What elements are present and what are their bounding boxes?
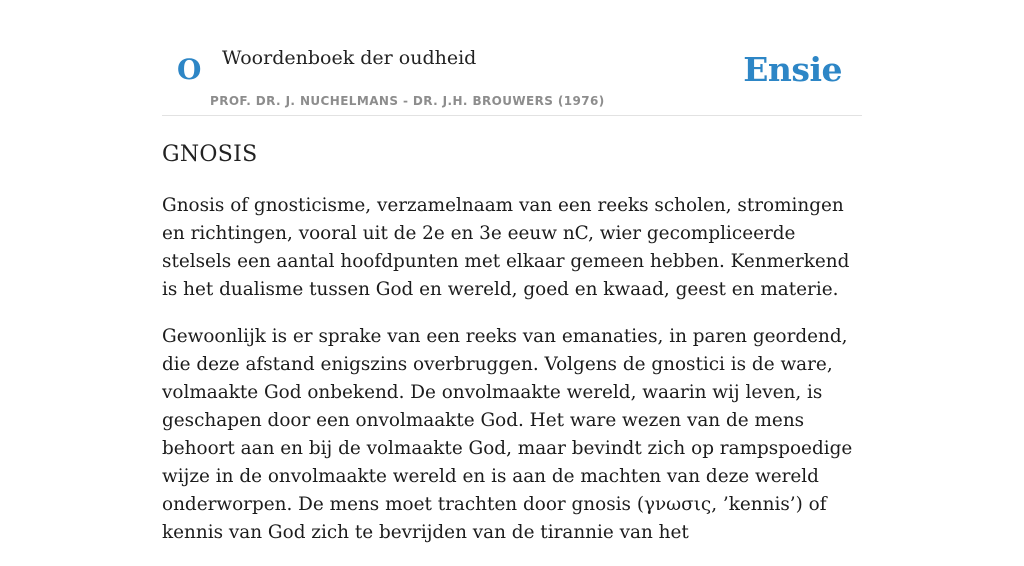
ensie-logo[interactable]: Ensie (743, 50, 842, 89)
source-header (162, 36, 862, 116)
article-paragraph-2: Gewoonlijk is er sprake van een reeks van emanaties, in paren geordend, die deze afstand enigszins overbruggen. Volgens de gnostici is de ware, volmaakte God onbekend. De onvolmaakte wereld, waarin wij leven, is geschapen door een onvolmaakte God. Het ware wezen van de mens behoort aan en bij de volmaakte God, maar bevindt zich op rampspoedige wijze in de onvolmaakte wereld en is aan de machten van deze wereld onderworpen. De mens moet trachten door gnosis (γνωσις, ’kennis’) of kennis van God zich te bevrijden van de tirannie van het (162, 326, 853, 543)
book-authors: PROF. DR. J. NUCHELMANS - DR. J.H. BROUWERS (1976) (210, 94, 605, 108)
article-paragraph-1: Gnosis of gnosticisme, verzamelnaam van een reeks scholen, stromingen en richtingen, vooral uit de 2e en 3e eeuw nC, wier gecompliceerde stelsels een aantal hoofdpunten met elkaar gemeen hebben. Kenmerkend is het dualisme tussen God en wereld, goed en kwaad, geest en materie. (162, 195, 850, 300)
article-title: GNOSIS (162, 142, 258, 167)
section-letter[interactable]: O (177, 53, 202, 86)
article-body (162, 192, 862, 566)
book-title-link[interactable]: Woordenboek der oudheid (222, 47, 477, 69)
